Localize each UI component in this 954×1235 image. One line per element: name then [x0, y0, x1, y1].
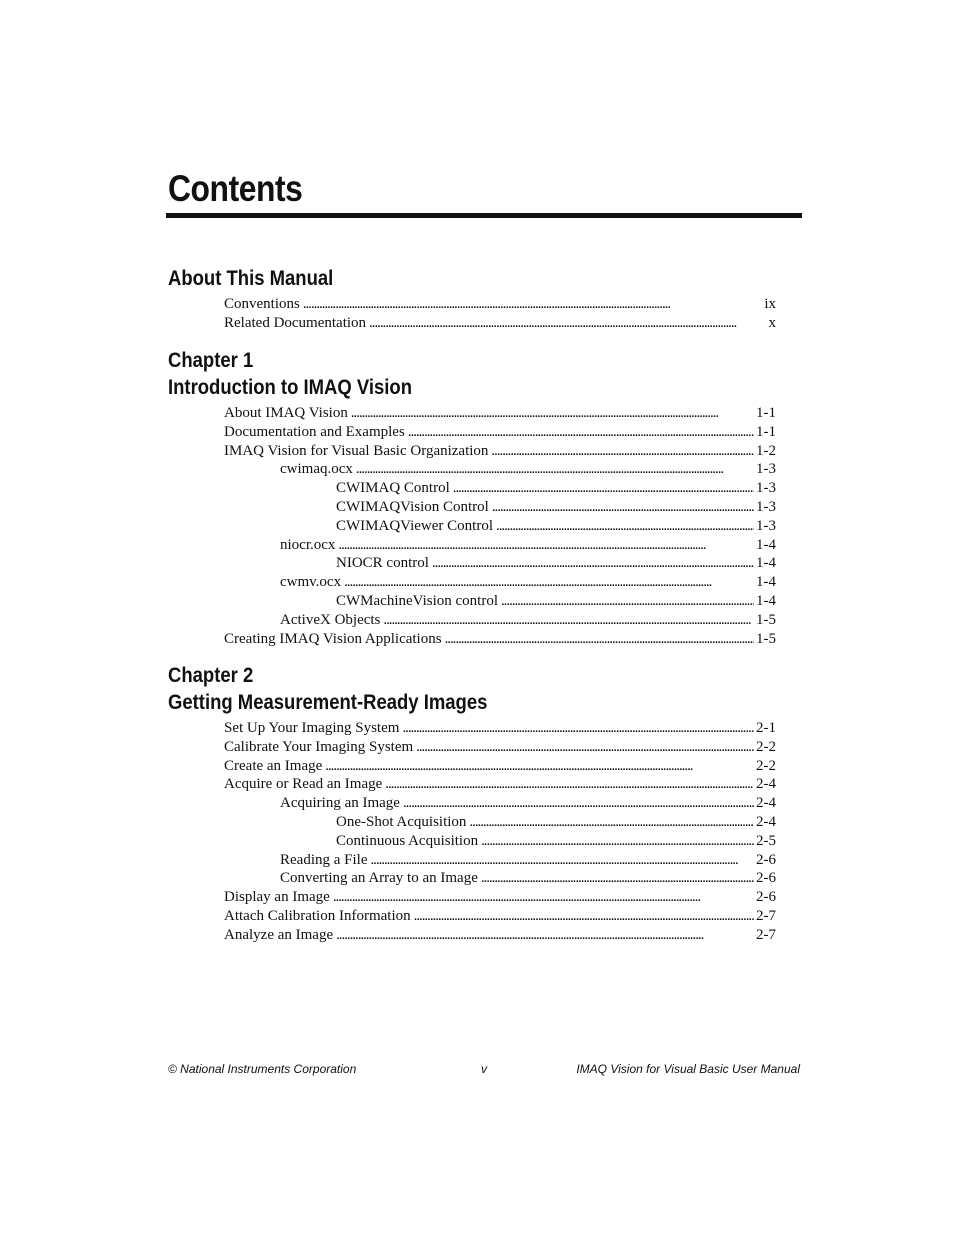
- toc-entry[interactable]: [224, 719, 776, 738]
- dot-leader: [367, 851, 754, 870]
- toc-entry[interactable]: [280, 573, 776, 592]
- section-heading-chapter-label: Chapter 1: [168, 349, 254, 372]
- toc-entry[interactable]: [224, 738, 776, 757]
- dot-leader: [411, 907, 754, 926]
- toc-entry-label[interactable]: Acquiring an Image: [280, 795, 400, 812]
- toc-entry[interactable]: [224, 314, 776, 333]
- dot-leader: [488, 442, 754, 461]
- footer-copyright: © National Instruments Corporation: [168, 1062, 357, 1076]
- dot-leader: [413, 738, 754, 757]
- toc-entry-page[interactable]: 1-1: [756, 423, 776, 440]
- dot-leader: [322, 757, 754, 776]
- page-title: Contents: [168, 168, 303, 209]
- toc-entry-page[interactable]: 2-4: [756, 795, 776, 812]
- toc-entry-page[interactable]: 2-6: [756, 870, 776, 887]
- toc-entry-page[interactable]: 2-4: [756, 776, 776, 793]
- toc-entry-label[interactable]: Display an Image: [224, 889, 330, 906]
- toc-entry-page[interactable]: 2-6: [756, 851, 776, 868]
- toc-list-chapter-2: [0, 719, 954, 945]
- toc-entry[interactable]: [280, 611, 776, 630]
- dot-leader: [466, 813, 754, 832]
- dot-leader: [399, 719, 754, 738]
- dot-leader: [300, 295, 754, 314]
- dot-leader: [493, 517, 754, 536]
- toc-entry[interactable]: [280, 851, 776, 870]
- toc-entry-label[interactable]: Related Documentation: [224, 314, 367, 331]
- toc-entry-page[interactable]: 2-5: [756, 832, 776, 849]
- toc-entry-label[interactable]: IMAQ Vision for Visual Basic Organization: [224, 442, 489, 459]
- toc-entry-page[interactable]: 1-2: [756, 442, 776, 459]
- toc-entry-label[interactable]: Creating IMAQ Vision Applications: [224, 630, 442, 647]
- toc-entry-label[interactable]: Analyze an Image: [224, 926, 334, 943]
- dot-leader: [333, 926, 754, 945]
- toc-entry-page[interactable]: 1-3: [756, 498, 776, 515]
- toc-entry-label[interactable]: Continuous Acquisition: [336, 832, 479, 849]
- toc-entry-label[interactable]: Calibrate Your Imaging System: [224, 738, 414, 755]
- toc-entry-label[interactable]: CWMachineVision control: [336, 592, 498, 609]
- toc-entry[interactable]: [336, 517, 776, 536]
- dot-leader: [335, 536, 754, 555]
- section-heading-chapter-2: [168, 662, 487, 716]
- toc-entry-page[interactable]: 1-4: [756, 555, 776, 572]
- toc-entry-label[interactable]: Create an Image: [224, 757, 323, 774]
- section-heading-chapter-label: Chapter 2: [168, 664, 254, 687]
- toc-entry-label[interactable]: Conventions: [224, 296, 300, 312]
- dot-leader: [429, 554, 754, 573]
- toc-entry[interactable]: [224, 775, 776, 794]
- toc-entry-page[interactable]: 1-5: [756, 611, 776, 628]
- toc-entry[interactable]: [280, 536, 776, 555]
- toc-entry[interactable]: [280, 460, 776, 479]
- toc-entry[interactable]: [224, 423, 776, 442]
- footer-page-number: v: [481, 1062, 487, 1076]
- toc-entry-label[interactable]: CWIMAQ Control: [336, 480, 450, 497]
- dot-leader: [442, 630, 754, 649]
- dot-leader: [405, 423, 754, 442]
- toc-entry-page[interactable]: 1-4: [756, 574, 776, 591]
- toc-entry[interactable]: [224, 888, 776, 907]
- toc-entry-label[interactable]: cwmv.ocx: [280, 574, 342, 591]
- toc-entry-label[interactable]: Attach Calibration Information: [224, 907, 411, 924]
- toc-entry[interactable]: [280, 869, 776, 888]
- dot-leader: [353, 460, 754, 479]
- dot-leader: [498, 592, 754, 611]
- dot-leader: [478, 832, 754, 851]
- toc-entry[interactable]: [224, 630, 776, 649]
- toc-entry-page[interactable]: 2-4: [756, 813, 776, 830]
- section-heading-line: About This Manual: [168, 267, 334, 290]
- toc-entry[interactable]: [336, 813, 776, 832]
- footer-manual-title: IMAQ Vision for Visual Basic User Manual: [576, 1062, 800, 1076]
- section-heading-chapter-title: Introduction to IMAQ Vision: [168, 376, 412, 399]
- toc-entry[interactable]: [336, 832, 776, 851]
- toc-entry[interactable]: [280, 794, 776, 813]
- toc-entry-page[interactable]: 1-4: [756, 592, 776, 609]
- toc-entry-label[interactable]: Converting an Array to an Image: [280, 870, 478, 887]
- toc-entry-label[interactable]: ActiveX Objects: [280, 611, 381, 628]
- toc-entry-label[interactable]: About IMAQ Vision: [224, 405, 348, 421]
- toc-entry-label[interactable]: Documentation and Examples: [224, 423, 405, 440]
- section-heading-about-this-manual: [168, 265, 333, 292]
- dot-leader: [400, 794, 754, 813]
- dot-leader: [330, 888, 754, 907]
- section-heading-chapter-title: Getting Measurement-Ready Images: [168, 691, 488, 714]
- toc-entry-label[interactable]: Acquire or Read an Image: [224, 776, 383, 793]
- toc-entry-page[interactable]: 1-3: [756, 480, 776, 497]
- toc-entry[interactable]: [336, 479, 776, 498]
- toc-entry[interactable]: [336, 592, 776, 611]
- toc-entry-page[interactable]: 2-1: [756, 720, 776, 736]
- toc-entry-page[interactable]: 1-5: [756, 630, 776, 647]
- toc-list-about-this-manual: [0, 295, 954, 333]
- toc-entry[interactable]: [224, 757, 776, 776]
- dot-leader: [489, 498, 754, 517]
- section-heading-chapter-1: [168, 347, 412, 401]
- toc-entry-page[interactable]: 1-3: [756, 517, 776, 534]
- dot-leader: [380, 611, 754, 630]
- toc-entry[interactable]: [224, 926, 776, 945]
- dot-leader: [478, 869, 754, 888]
- toc-entry[interactable]: [224, 295, 776, 314]
- dot-leader: [382, 775, 754, 794]
- dot-leader: [366, 314, 754, 333]
- toc-entry-label[interactable]: NIOCR control: [336, 555, 429, 572]
- title-rule: [166, 213, 802, 218]
- toc-entry-label[interactable]: Set Up Your Imaging System: [224, 720, 400, 736]
- toc-entry-page[interactable]: ix: [764, 296, 776, 312]
- toc-entry-label[interactable]: cwimaq.ocx: [280, 461, 353, 478]
- toc-entry[interactable]: [336, 554, 776, 573]
- toc-entry-page[interactable]: 2-2: [756, 738, 776, 755]
- toc-entry-label[interactable]: niocr.ocx: [280, 536, 336, 553]
- toc-list-chapter-1: [0, 404, 954, 648]
- dot-leader: [341, 573, 754, 592]
- toc-entry-page[interactable]: 2-6: [756, 889, 776, 906]
- toc-entry-label[interactable]: One-Shot Acquisition: [336, 813, 467, 830]
- toc-entry-page[interactable]: 2-7: [756, 926, 776, 943]
- toc-entry-page[interactable]: 2-7: [756, 907, 776, 924]
- toc-entry-label[interactable]: CWIMAQVision Control: [336, 498, 489, 515]
- toc-entry-page[interactable]: 2-2: [756, 757, 776, 774]
- toc-entry[interactable]: [224, 442, 776, 461]
- toc-entry[interactable]: [336, 498, 776, 517]
- toc-entry-page[interactable]: x: [768, 314, 776, 331]
- toc-entry-page[interactable]: 1-4: [756, 536, 776, 553]
- toc-entry[interactable]: [224, 907, 776, 926]
- toc-entry[interactable]: [224, 404, 776, 423]
- dot-leader: [450, 479, 754, 498]
- toc-entry-label[interactable]: CWIMAQViewer Control: [336, 517, 493, 534]
- dot-leader: [348, 404, 754, 423]
- toc-entry-page[interactable]: 1-3: [756, 461, 776, 478]
- toc-entry-page[interactable]: 1-1: [756, 405, 776, 421]
- toc-entry-label[interactable]: Reading a File: [280, 851, 368, 868]
